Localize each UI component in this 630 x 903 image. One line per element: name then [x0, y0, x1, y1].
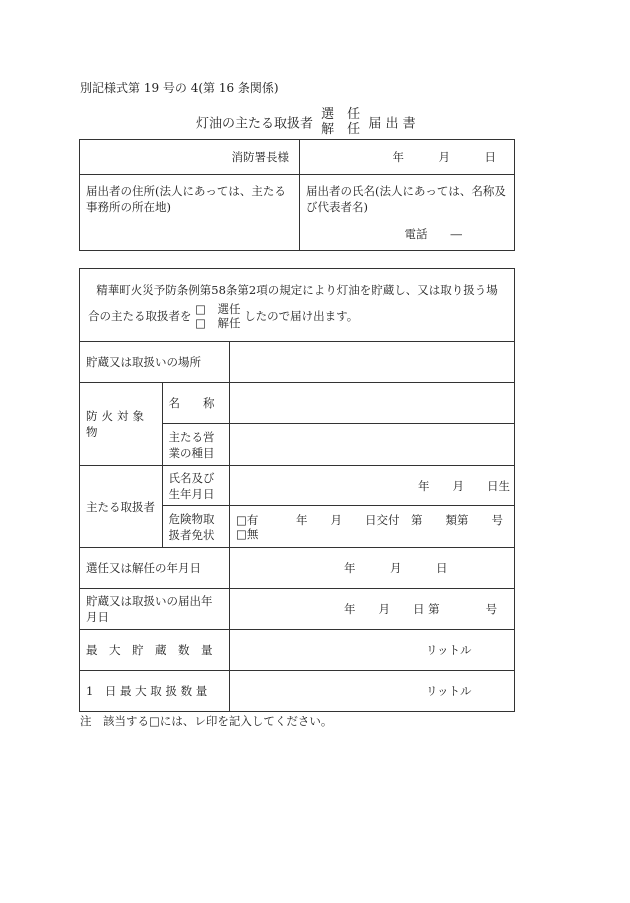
- appoint-date-label: 選任又は解任の年月日: [86, 561, 201, 575]
- form-reference: 別記様式第 19 号の 4(第 16 条関係): [80, 81, 279, 95]
- title-options: [321, 107, 360, 137]
- report-date2-field[interactable]: [230, 589, 515, 630]
- title-option-appoint: 選 任: [321, 107, 361, 122]
- notification-table: [79, 268, 515, 712]
- license-field[interactable]: [230, 506, 515, 548]
- license-no-checkbox[interactable]: □無: [236, 526, 259, 541]
- daily-max-label-cell: [80, 671, 230, 712]
- license-label: 危険物取扱者免状: [168, 511, 215, 542]
- intro-option-appoint[interactable]: □ 選任: [195, 302, 241, 316]
- handler-name-label: 氏名及び生年月日: [168, 470, 215, 501]
- business-type-field[interactable]: [230, 424, 515, 466]
- max-storage-label-cell: [80, 630, 230, 671]
- report-date2-label-cell: [80, 589, 230, 630]
- daily-max-unit: リットル: [426, 684, 472, 698]
- license-detail: 年 月 日交付 第 類第 号: [296, 513, 503, 527]
- handler-name-label-cell: [162, 466, 229, 506]
- title-option-dismiss: 解 任: [321, 122, 361, 137]
- intro-line1: 精華町火災予防条例第58条第2項の規定により灯油を貯蔵し、又は取り扱う場: [96, 283, 498, 297]
- applicant-table: [79, 139, 515, 251]
- max-storage-unit: リットル: [426, 643, 472, 657]
- appoint-date-field[interactable]: [230, 548, 515, 589]
- appoint-date-label-cell: [80, 548, 230, 589]
- title-prefix: 灯油の主たる取扱者: [196, 116, 314, 132]
- target-name-label-cell: [162, 383, 229, 424]
- form-title: [196, 107, 416, 137]
- report-date-cell[interactable]: [300, 140, 515, 175]
- title-suffix: 届 出 書: [368, 116, 416, 132]
- target-name-field[interactable]: [230, 383, 515, 424]
- storage-place-label: 貯蔵又は取扱いの場所: [86, 355, 201, 369]
- daily-max-field[interactable]: [230, 671, 515, 712]
- max-storage-field[interactable]: [230, 630, 515, 671]
- intro-prefix: 合の主たる取扱者を: [88, 309, 192, 323]
- handler-birth-field[interactable]: [230, 466, 515, 506]
- business-type-label-cell: [162, 424, 229, 466]
- license-label-cell: [162, 506, 229, 548]
- target-label: 防火対象物: [86, 409, 148, 439]
- phone-label: 電話 ―: [404, 227, 462, 241]
- target-name-label: 名 称: [168, 396, 215, 410]
- applicant-address-cell[interactable]: [80, 175, 300, 251]
- intro-line2: [88, 302, 506, 330]
- handler-label-cell: [80, 466, 163, 548]
- storage-place-field[interactable]: [230, 342, 515, 383]
- report-date-label: 年 月 日: [392, 150, 496, 164]
- license-options: [236, 513, 258, 541]
- intro-options: [195, 302, 240, 330]
- daily-max-label: 1 日 最 大 取 扱 数 量: [86, 684, 208, 698]
- max-storage-label: 最 大 貯 蔵 数 量: [86, 643, 213, 657]
- birth-date-label: 年 月 日生: [418, 478, 510, 493]
- report-date2-label: 貯蔵又は取扱いの届出年月日: [86, 594, 213, 624]
- intro-cell: [80, 269, 515, 342]
- license-yes-checkbox[interactable]: □有: [236, 512, 259, 527]
- applicant-address-label: 届出者の住所(法人にあっては、主たる事務所の所在地): [86, 184, 286, 214]
- handler-label: 主たる取扱者: [86, 499, 155, 514]
- business-type-label: 主たる営業の種目: [168, 429, 215, 460]
- applicant-name-label: 届出者の氏名(法人にあっては、名称及び代表者名): [306, 184, 506, 214]
- intro-suffix: したので届け出ます。: [244, 309, 359, 323]
- addressee-label: 消防署長様: [231, 150, 289, 164]
- storage-place-label-cell: [80, 342, 230, 383]
- appoint-date-value: 年 月 日: [344, 561, 448, 575]
- footnote: 注 該当する□には、レ印を記入してください。: [80, 714, 333, 728]
- report-date2-value: 年 月 日 第 号: [344, 602, 498, 616]
- addressee-cell[interactable]: [80, 140, 300, 175]
- applicant-name-cell[interactable]: [300, 175, 515, 251]
- intro-option-dismiss[interactable]: □ 解任: [195, 316, 241, 330]
- target-label-cell: [80, 383, 163, 466]
